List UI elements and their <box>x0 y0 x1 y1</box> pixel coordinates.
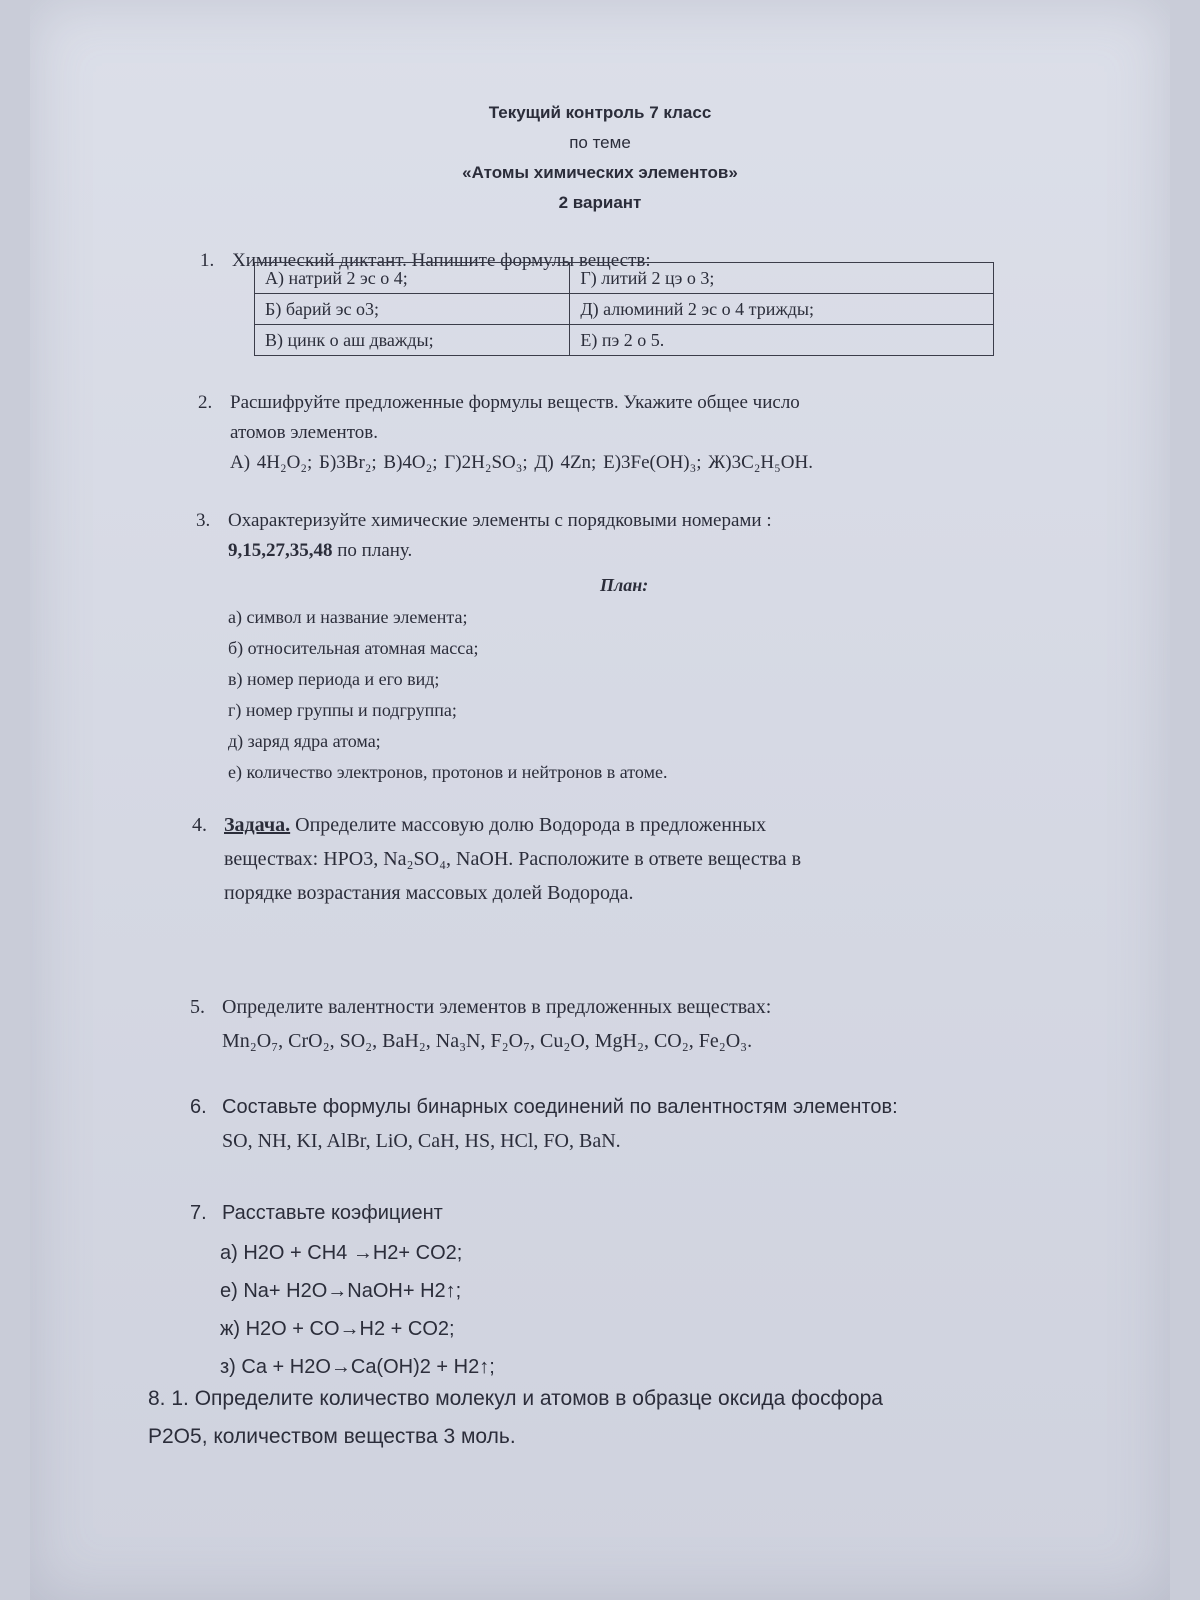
question-4-line-3: порядке возрастания массовых долей Водорода. <box>224 882 634 904</box>
question-8-line-1: 8. 1. Определите количество молекул и атомов в образце оксида фосфора <box>148 1387 883 1410</box>
question-2-line-1: Расшифруйте предложенные формулы веществ. Укажите общее число <box>230 392 800 413</box>
table-row <box>255 263 994 294</box>
question-4-line-1: Определите массовую долю Водорода в предложенных <box>290 814 767 836</box>
question-2-line-2: атомов элементов. <box>230 422 379 443</box>
formula-item: Е)3Fe(OH)₃; <box>603 452 702 473</box>
question-7-title: Расставьте коэфициент <box>222 1202 443 1224</box>
formula-item: В)4O₂; <box>383 452 438 473</box>
formula-item: Б)3Br₂; <box>319 452 377 473</box>
table-row <box>255 325 994 356</box>
question-4-number: 4. <box>192 814 207 836</box>
question-3-number: 3. <box>196 510 211 531</box>
table-cell: Д) алюминий 2 эс о 4 трижды; <box>570 294 994 325</box>
question-8-line-2: P2O5, количеством вещества 3 моль. <box>148 1425 516 1448</box>
question-3 <box>196 506 1076 566</box>
question-3-numbers: 9,15,27,35,48 <box>228 540 333 561</box>
table-cell: Е) пэ 2 о 5. <box>570 325 994 356</box>
question-7 <box>190 1196 1070 1230</box>
table-cell: В) цинк о аш дважды; <box>255 325 570 356</box>
question-8 <box>148 1380 1148 1456</box>
equation-item: ж) H2O + CO→H2 + CO2; <box>220 1318 455 1340</box>
table-cell: А) натрий 2 эс о 4; <box>255 263 570 294</box>
question-7-items <box>220 1234 920 1386</box>
question-3-line-1: Охарактеризуйте химические элементы с порядковыми номерами : <box>228 510 772 531</box>
header-topic: «Атомы химических элементов» <box>462 163 738 182</box>
dictation-table <box>254 262 994 356</box>
document-header <box>0 98 1200 218</box>
plan-item: е) количество электронов, протонов и нейтронов в атоме. <box>228 762 668 782</box>
plan-title: План: <box>600 575 649 595</box>
question-7-number: 7. <box>190 1202 207 1224</box>
equation-item: з) Ca + H2O→Ca(OH)2 + H2↑; <box>220 1356 495 1378</box>
header-title: Текущий контроль 7 класс <box>488 103 712 122</box>
question-6-line-1: Составьте формулы бинарных соединений по валентностям элементов: <box>222 1096 898 1118</box>
equation-item: е) Na+ H2O→NaOH+ H2↑; <box>220 1280 462 1302</box>
question-4-line-2: веществах: HPO3, Na₂SO₄, NaOH. Расположите в ответе вещества в <box>224 848 802 870</box>
formula-item: А) 4H₂O₂; <box>230 452 313 473</box>
formula-item: Г)2H₂SO₃; <box>444 452 528 473</box>
question-6 <box>190 1090 1110 1158</box>
plan-item: а) символ и название элемента; <box>228 607 468 627</box>
plan-item: д) заряд ядра атома; <box>228 731 381 751</box>
plan-item: б) относительная атомная масса; <box>228 638 479 658</box>
question-1-text: Химический диктант. Напишите формулы веществ: <box>232 250 651 271</box>
plan-item: в) номер периода и его вид; <box>228 669 440 689</box>
plan-item: г) номер группы и подгруппа; <box>228 700 457 720</box>
formula-item: Ж)3C₂H₅OH. <box>708 452 813 473</box>
question-5 <box>190 990 1090 1058</box>
question-5-number: 5. <box>190 996 205 1018</box>
question-6-number: 6. <box>190 1096 207 1118</box>
table-cell: Г) литий 2 цэ о 3; <box>570 263 994 294</box>
plan-list <box>228 602 988 788</box>
question-2 <box>198 388 1078 478</box>
question-1-number: 1. <box>200 250 215 271</box>
question-3-line-2: по плану. <box>332 540 413 561</box>
equation-item: а) H2O + CH4 →H2+ CO2; <box>220 1242 463 1264</box>
header-variant: 2 вариант <box>558 193 642 212</box>
question-5-line-2: Mn₂O₇, CrO₂, SO₂, BaH₂, Na₃N, F₂O₇, Cu₂O, MgH₂, CO₂, Fe₂O₃. <box>222 1030 753 1052</box>
question-2-number: 2. <box>198 392 213 413</box>
question-6-line-2: SO, NH, KI, AlBr, LiO, CaH, HS, HCl, FO, BaN. <box>222 1130 621 1152</box>
formula-item: Д) 4Zn; <box>534 452 597 473</box>
question-2-formulas <box>198 448 1078 478</box>
question-4-lead: Задача. <box>224 814 291 836</box>
table-row <box>255 294 994 325</box>
header-subtitle: по теме <box>569 133 631 152</box>
table-cell: Б) барий эс о3; <box>255 294 570 325</box>
question-4 <box>192 808 1072 910</box>
question-5-line-1: Определите валентности элементов в предложенных веществах: <box>222 996 772 1018</box>
